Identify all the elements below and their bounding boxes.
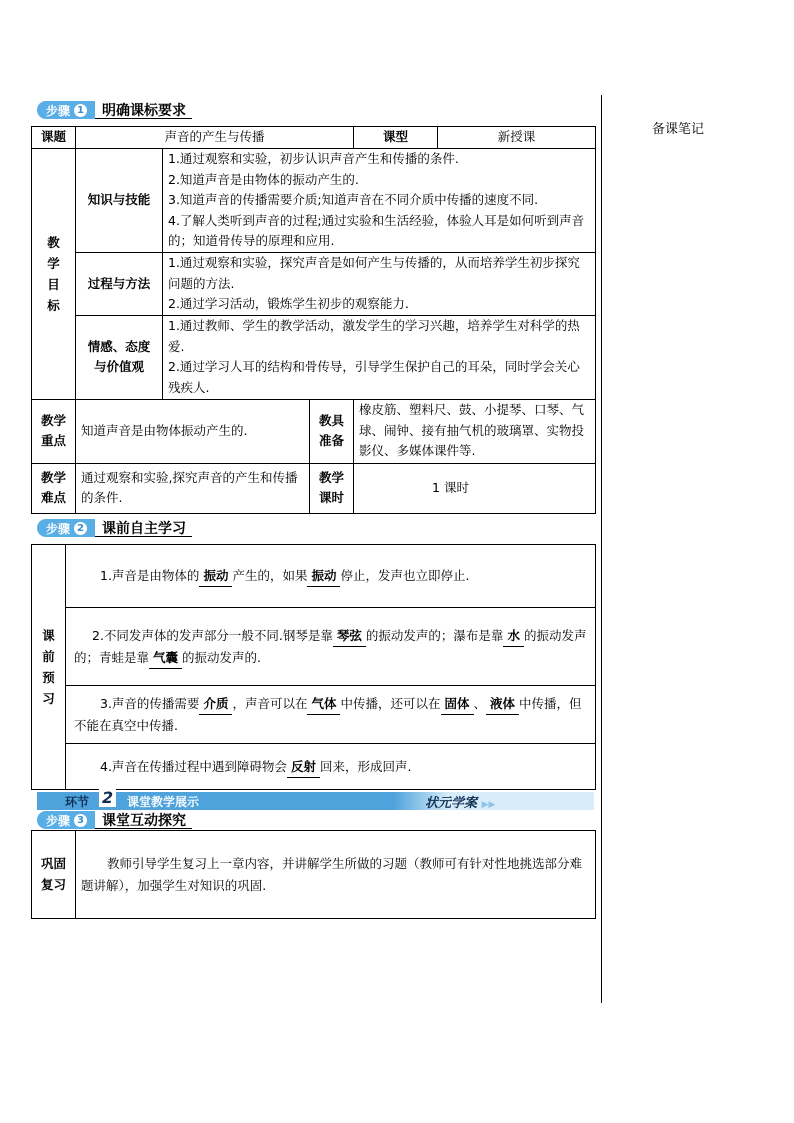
step-badge <box>37 811 95 829</box>
q-text: 、 <box>473 696 487 711</box>
label-line: 教学 <box>40 412 66 428</box>
preview-label-char: 前 <box>42 649 55 664</box>
q-text: 产生的，如果 <box>232 568 308 583</box>
label-line: 教学 <box>319 469 345 485</box>
q-text: 的振动发声的；青蛙是靠 <box>74 627 587 665</box>
step2-header <box>37 519 192 537</box>
label-line: 巩固 <box>40 856 66 871</box>
banner-number: 2 <box>99 788 116 807</box>
preview-label <box>32 545 66 790</box>
answer-blank: 反射 <box>287 756 320 778</box>
double-arrow-icon: ▶▶ <box>481 800 496 810</box>
side-note-title: 备课笔记 <box>652 122 705 137</box>
type-label: 课型 <box>354 127 438 149</box>
q-text: 回来，形成回声. <box>319 758 412 774</box>
q-text: 4.声音在传播过程中遇到障碍物会 <box>100 758 287 774</box>
goals-label-char: 学 <box>47 255 60 271</box>
step-label: 步骤 <box>46 521 71 536</box>
goal-category-knowledge: 知识与技能 <box>76 149 163 253</box>
answer-blank: 固体 <box>441 693 474 715</box>
section-banner <box>37 788 594 811</box>
difficulty-value: 通过观察和实验,探究声音的产生和传播的条件. <box>76 463 310 513</box>
step-title: 明确课标要求 <box>95 101 192 119</box>
banner-brand <box>425 792 495 811</box>
q-text: 停止，发声也立即停止. <box>340 568 470 583</box>
step-number: 3 <box>74 814 87 827</box>
preview-label-char: 预 <box>42 670 55 685</box>
step-label: 步骤 <box>46 813 71 828</box>
q-text: 1.声音是由物体的 <box>100 568 200 583</box>
label-line: 复习 <box>40 876 66 892</box>
q-text: 的振动发声的；瀑布是靠 <box>365 627 504 643</box>
goal-category-line: 情感、态度 <box>87 338 151 354</box>
tools-label <box>310 399 354 463</box>
q-text: ，声音可以在 <box>232 696 308 711</box>
preview-label-char: 习 <box>42 691 55 706</box>
q-text: 中传播，但不能在真空中传播. <box>74 696 582 733</box>
banner-title: 课堂教学展示 <box>127 795 200 809</box>
review-table <box>31 830 596 919</box>
step-number: 2 <box>74 522 87 535</box>
goals-label-char: 教 <box>47 234 60 250</box>
step1-header <box>37 101 192 119</box>
preview-question-2 <box>66 608 596 686</box>
goal-category-attitude <box>76 315 163 399</box>
q-text: 中传播，还可以在 <box>340 696 441 711</box>
step3-header <box>37 811 192 829</box>
topic-label: 课题 <box>32 127 76 149</box>
goal-item: 2.知道声音是由物体的振动产生的. <box>168 171 359 187</box>
banner-label: 环节 <box>65 795 90 809</box>
step-title: 课堂互动探究 <box>95 811 192 829</box>
answer-blank: 气体 <box>307 693 340 715</box>
topic-value: 声音的产生与传播 <box>76 127 354 149</box>
label-line: 准备 <box>319 433 345 448</box>
goal-item: 4.了解人类听到声音的过程;通过实验和生活经验，体验人耳是如何听到声音的；知道骨传导的原理和应用. <box>168 212 585 249</box>
goals-label-char: 目 <box>47 276 60 292</box>
goal-item: 2.通过学习人耳的结构和骨传导，引导学生保护自己的耳朵，同时学会关心残疾人. <box>168 359 580 395</box>
q-text: 3.声音的传播需要 <box>100 696 200 711</box>
answer-blank: 液体 <box>486 693 519 715</box>
preview-question-4 <box>66 744 596 790</box>
step-label: 步骤 <box>46 103 71 118</box>
label-line: 教学 <box>40 469 66 485</box>
goal-item: 1.通过观察和实验，探究声音是如何产生与传播的，从而培养学生初步探究问题的方法. <box>168 255 580 291</box>
goal-item: 1.通过观察和实验，初步认识声音产生和传播的条件. <box>168 151 459 167</box>
review-paragraph: 教师引导学生复习上一章内容，并讲解学生所做的习题（教师可有针对性地挑选部分难题讲解），加强学生对知识的巩固. <box>81 855 583 893</box>
answer-blank: 水 <box>503 625 524 647</box>
answer-blank: 介质 <box>199 693 232 715</box>
step-badge <box>37 519 95 537</box>
key-point-value: 知道声音是由物体振动产生的. <box>76 399 310 463</box>
review-label <box>32 831 76 919</box>
goals-label <box>32 149 76 400</box>
hours-label <box>310 463 354 513</box>
goal-item: 1.通过教师、学生的教学活动，激发学生的学习兴趣，培养学生对科学的热爱. <box>168 318 580 354</box>
step-badge <box>37 101 95 119</box>
lesson-info-table <box>31 126 596 514</box>
type-value: 新授课 <box>438 127 596 149</box>
preview-label-char: 课 <box>42 628 55 643</box>
label-line: 难点 <box>40 490 66 505</box>
answer-blank: 振动 <box>307 565 340 587</box>
hours-text: 1 课时 <box>432 479 469 495</box>
review-text <box>76 831 596 919</box>
tools-value: 橡皮筋、塑料尺、鼓、小提琴、口琴、气球、闹钟、接有抽气机的玻璃罩、实物投影仪、多媒体课件等. <box>354 399 596 463</box>
goal-category-line: 与价值观 <box>93 359 144 374</box>
goals-label-char: 标 <box>47 297 60 313</box>
label-line: 重点 <box>40 433 66 448</box>
label-line: 教具 <box>319 412 345 428</box>
preview-question-3 <box>66 686 596 744</box>
goal-category-process: 过程与方法 <box>76 253 163 316</box>
answer-blank: 振动 <box>199 565 232 587</box>
brand-part: 学案 <box>451 796 478 811</box>
step-title: 课前自主学习 <box>95 519 192 537</box>
difficulty-label <box>32 463 76 513</box>
goal-item: 3.知道声音的传播需要介质;知道声音在不同介质中传播的速度不同. <box>168 192 539 208</box>
preview-table <box>31 544 596 790</box>
preview-question-1 <box>66 545 596 608</box>
goal-items-attitude <box>163 315 596 399</box>
step-number: 1 <box>74 104 87 117</box>
goal-items-process <box>163 253 596 316</box>
q-text: 2.不同发声体的发声部分一般不同.钢琴是靠 <box>92 627 333 643</box>
answer-blank: 气囊 <box>149 647 182 669</box>
answer-blank: 琴弦 <box>333 625 366 647</box>
goal-items-knowledge <box>163 149 596 253</box>
key-point-label <box>32 399 76 463</box>
brand-part: 状元 <box>425 796 452 811</box>
margin-divider <box>601 95 602 1003</box>
label-line: 课时 <box>319 490 345 505</box>
goal-item: 2.通过学习活动，锻炼学生初步的观察能力. <box>168 296 409 311</box>
hours-value <box>354 463 596 513</box>
q-text: 的振动发声的. <box>182 649 262 665</box>
